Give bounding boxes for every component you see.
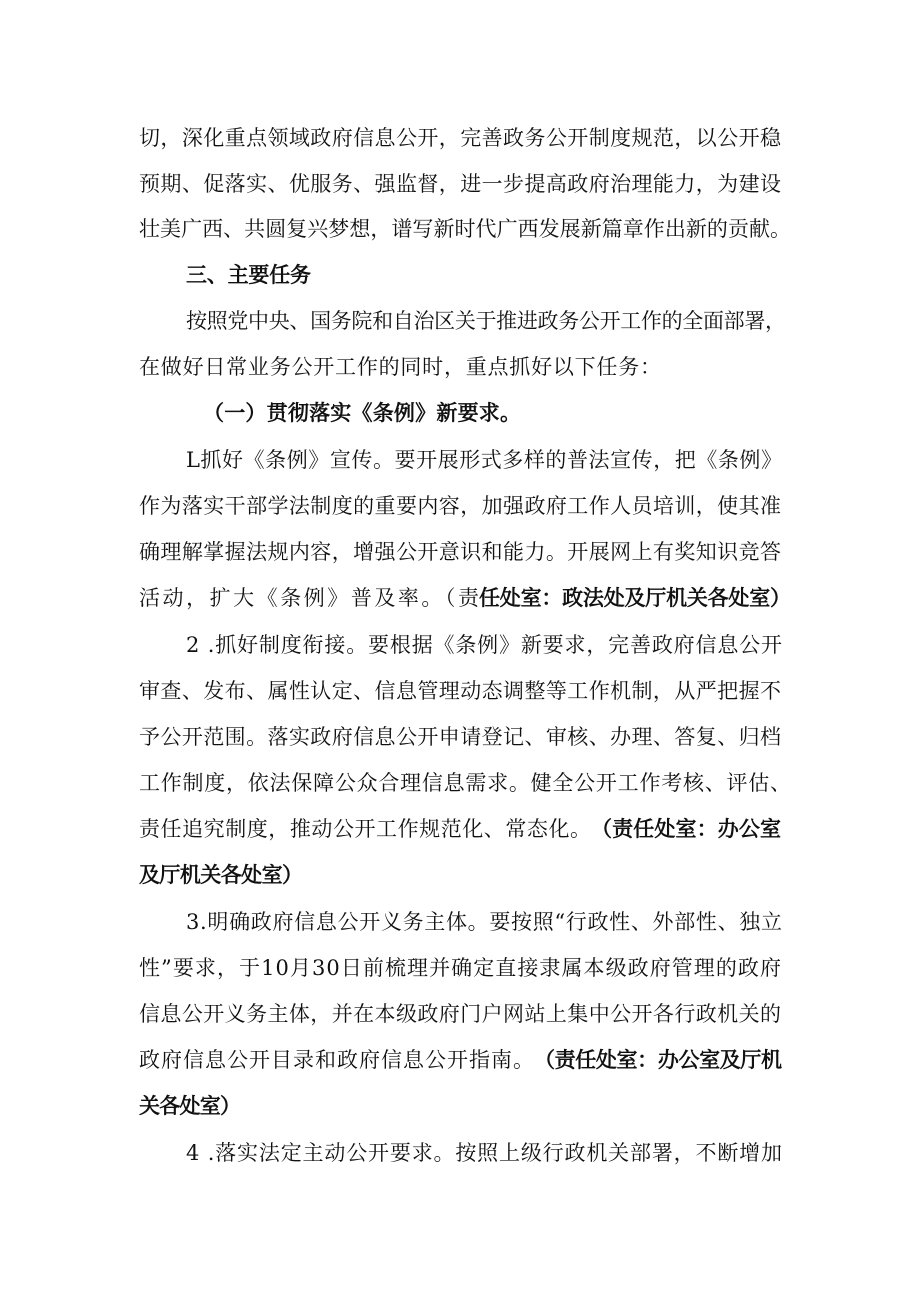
section-heading [0,260,920,290]
text-line: 责任追究制度，推动公开工作规范化、常态化。 [139,817,592,841]
paragraph-line [0,491,920,521]
paragraph-line [0,953,920,983]
paragraph-line [0,352,920,382]
text-line: 工作制度，依法保障公众合理信息需求。健全公开工作考核、评估、 [139,771,792,795]
text-line: 予公开范围。落实政府信息公开申请登记、审核、办理、答复、归档 [139,725,782,749]
paragraph-line [0,768,920,798]
paragraph-line [0,907,920,937]
paragraph-line [0,630,920,660]
responsibility-note: 关各处室） [139,1093,241,1118]
responsibility-note: （责任处室：办公室 [591,816,782,841]
paragraph-line [0,169,920,199]
text-line: 活动，扩大《条例》普及率。（责 [139,586,482,610]
paragraph-line [0,676,920,706]
text-line: 确理解掌握法规内容，增强公开意识和能力。开展网上有奖知识竞答 [139,540,782,564]
text-line: 审查、发布、属性认定、信息管理动态调整等工作机制，从严把握不 [139,679,782,703]
text-line: L抓好《条例》宣传。要开展形式多样的普法宣传，把《条例》 [186,448,783,472]
paragraph-line [0,1138,920,1168]
section-heading-text: 三、主要任务 [186,262,311,287]
text-line: 切，深化重点领域政府信息公开，完善政务公开制度规范，以公开稳 [139,126,782,150]
text-line: 壮美广西、共圆复兴梦想，谱写新时代广西发展新篇章作出新的贡献。 [139,217,792,241]
text-line: 政府信息公开目录和政府信息公开指南。 [139,1048,535,1072]
text-line: 性”要求，于10月30日前梳理并确定直接隶属本级政府管理的政府 [139,956,783,980]
paragraph-line [0,445,920,475]
paragraph-line [0,860,920,890]
paragraph-line [0,722,920,752]
text-line: 3.明确政府信息公开义务主体。要按照“行政性、外部性、独立 [186,910,783,934]
paragraph-line [0,306,920,336]
paragraph-line [0,1091,920,1121]
text-line: 预期、促落实、优服务、强监督，进一步提高政府治理能力，为建设 [139,172,782,196]
paragraph-line [0,583,920,613]
paragraph-line [0,214,920,244]
paragraph-line [0,123,920,153]
responsibility-note: 任处室：政法处及厅机关各处室） [479,585,791,610]
text-line: 信息公开义务主体，并在本级政府门户网站上集中公开各行政机关的 [139,1002,782,1026]
paragraph-line [0,537,920,567]
text-line: 2 .抓好制度衔接。要根据《条例》新要求，完善政府信息公开 [186,633,783,657]
responsibility-note: （责任处室：办公室及厅机 [534,1047,782,1072]
subsection-heading [0,398,920,428]
paragraph-line [0,814,920,844]
text-line: 4 .落实法定主动公开要求。按照上级行政机关部署，不断增加 [186,1141,783,1165]
subsection-heading-text: （一）贯彻落实《条例》新要求。 [203,400,522,425]
paragraph-line [0,999,920,1029]
text-line: 在做好日常业务公开工作的同时，重点抓好以下任务： [139,355,662,379]
text-line: 按照党中央、国务院和自治区关于推进政务公开工作的全面部署， [186,309,786,333]
paragraph-line [0,1045,920,1075]
responsibility-note: 及厅机关各处室） [139,862,303,887]
text-line: 作为落实干部学法制度的重要内容，加强政府工作人员培训，使其准 [139,494,782,518]
